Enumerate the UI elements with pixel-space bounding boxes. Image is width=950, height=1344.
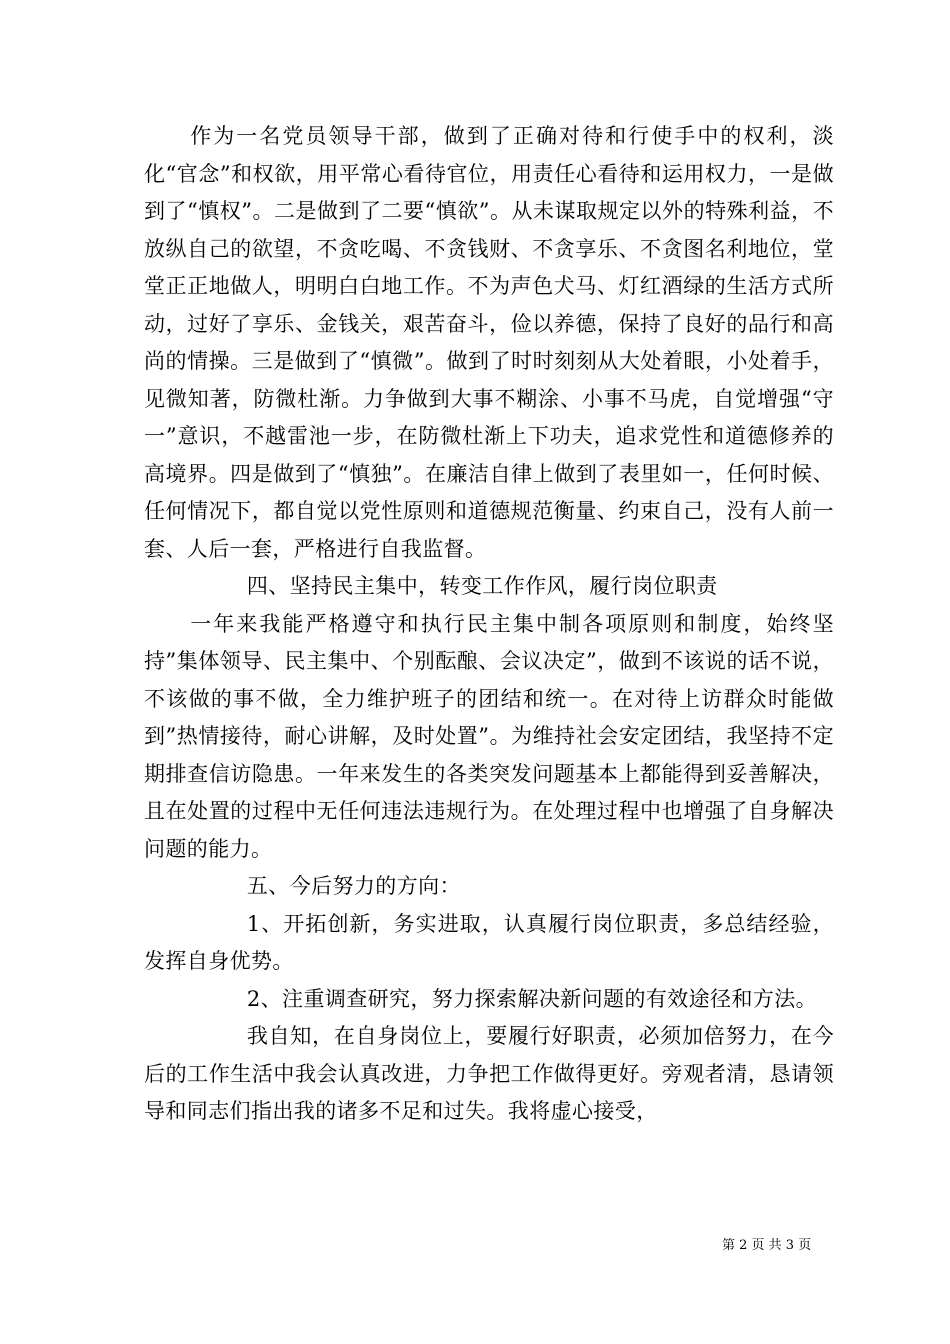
paragraph-democratic-centralism: 一年来我能严格遵守和执行民主集中制各项原则和制度，始终坚持”集体领导、民主集中、个别酝酿、会议决定”，做到不该说的话不说，不该做的事不做，全力维护班子的团结和统一。在对待上访群众时能做到”热情接待，耐心讲解，及时处置”。为维持社会安定团结，我坚持不定期排查信访隐患。一年来发生的各类突发问题基本上都能得到妥善解决，且在处置的过程中无任何违法违规行为。在处理过程中也增强了自身解决问题的能力。	[144, 611, 834, 861]
list-item-one: 1、开拓创新，务实进取，认真履行岗位职责，多总结经验，发挥自身优势。	[144, 911, 834, 973]
paragraph-closing: 我自知，在自身岗位上，要履行好职责，必须加倍努力，在今后的工作生活中我会认真改进，力争把工作做得更好。旁观者清，恳请领导和同志们指出我的诸多不足和过失。我将虚心接受，	[144, 1024, 834, 1123]
document-body	[144, 118, 834, 1131]
paragraph-self-discipline: 作为一名党员领导干部，做到了正确对待和行使手中的权利，淡化“官念”和权欲，用平常心看待官位，用责任心看待和运用权力，一是做到了“慎权”。二是做到了二要“慎欲”。从未谋取规定以外的特殊利益，不放纵自己的欲望，不贪吃喝、不贪钱财、不贪享乐、不贪图名利地位，堂堂正正地做人，明明白白地工作。不为声色犬马、灯红酒绿的生活方式所动，过好了享乐、金钱关，艰苦奋斗，俭以养德，保持了良好的品行和高尚的情操。三是做到了“慎微”。做到了时时刻刻从大处着眼，小处着手，见微知著，防微杜渐。力争做到大事不糊涂、小事不马虎，自觉增强“守一”意识，不越雷池一步，在防微杜渐上下功夫，追求党性和道德修养的高境界。四是做到了“慎独”。在廉洁自律上做到了表里如一，任何时候、任何情况下，都自觉以党性原则和道德规范衡量、约束自己，没有人前一套、人后一套，严格进行自我监督。	[144, 124, 834, 561]
section-heading-four: 四、坚持民主集中，转变工作作风，履行岗位职责	[246, 574, 718, 598]
section-heading-five: 五、今后努力的方向：	[246, 874, 461, 898]
list-item-two: 2、注重调查研究，努力探索解决新问题的有效途径和方法。	[246, 986, 818, 1011]
page-number: 第 2 页 共 3 页	[722, 1238, 812, 1253]
